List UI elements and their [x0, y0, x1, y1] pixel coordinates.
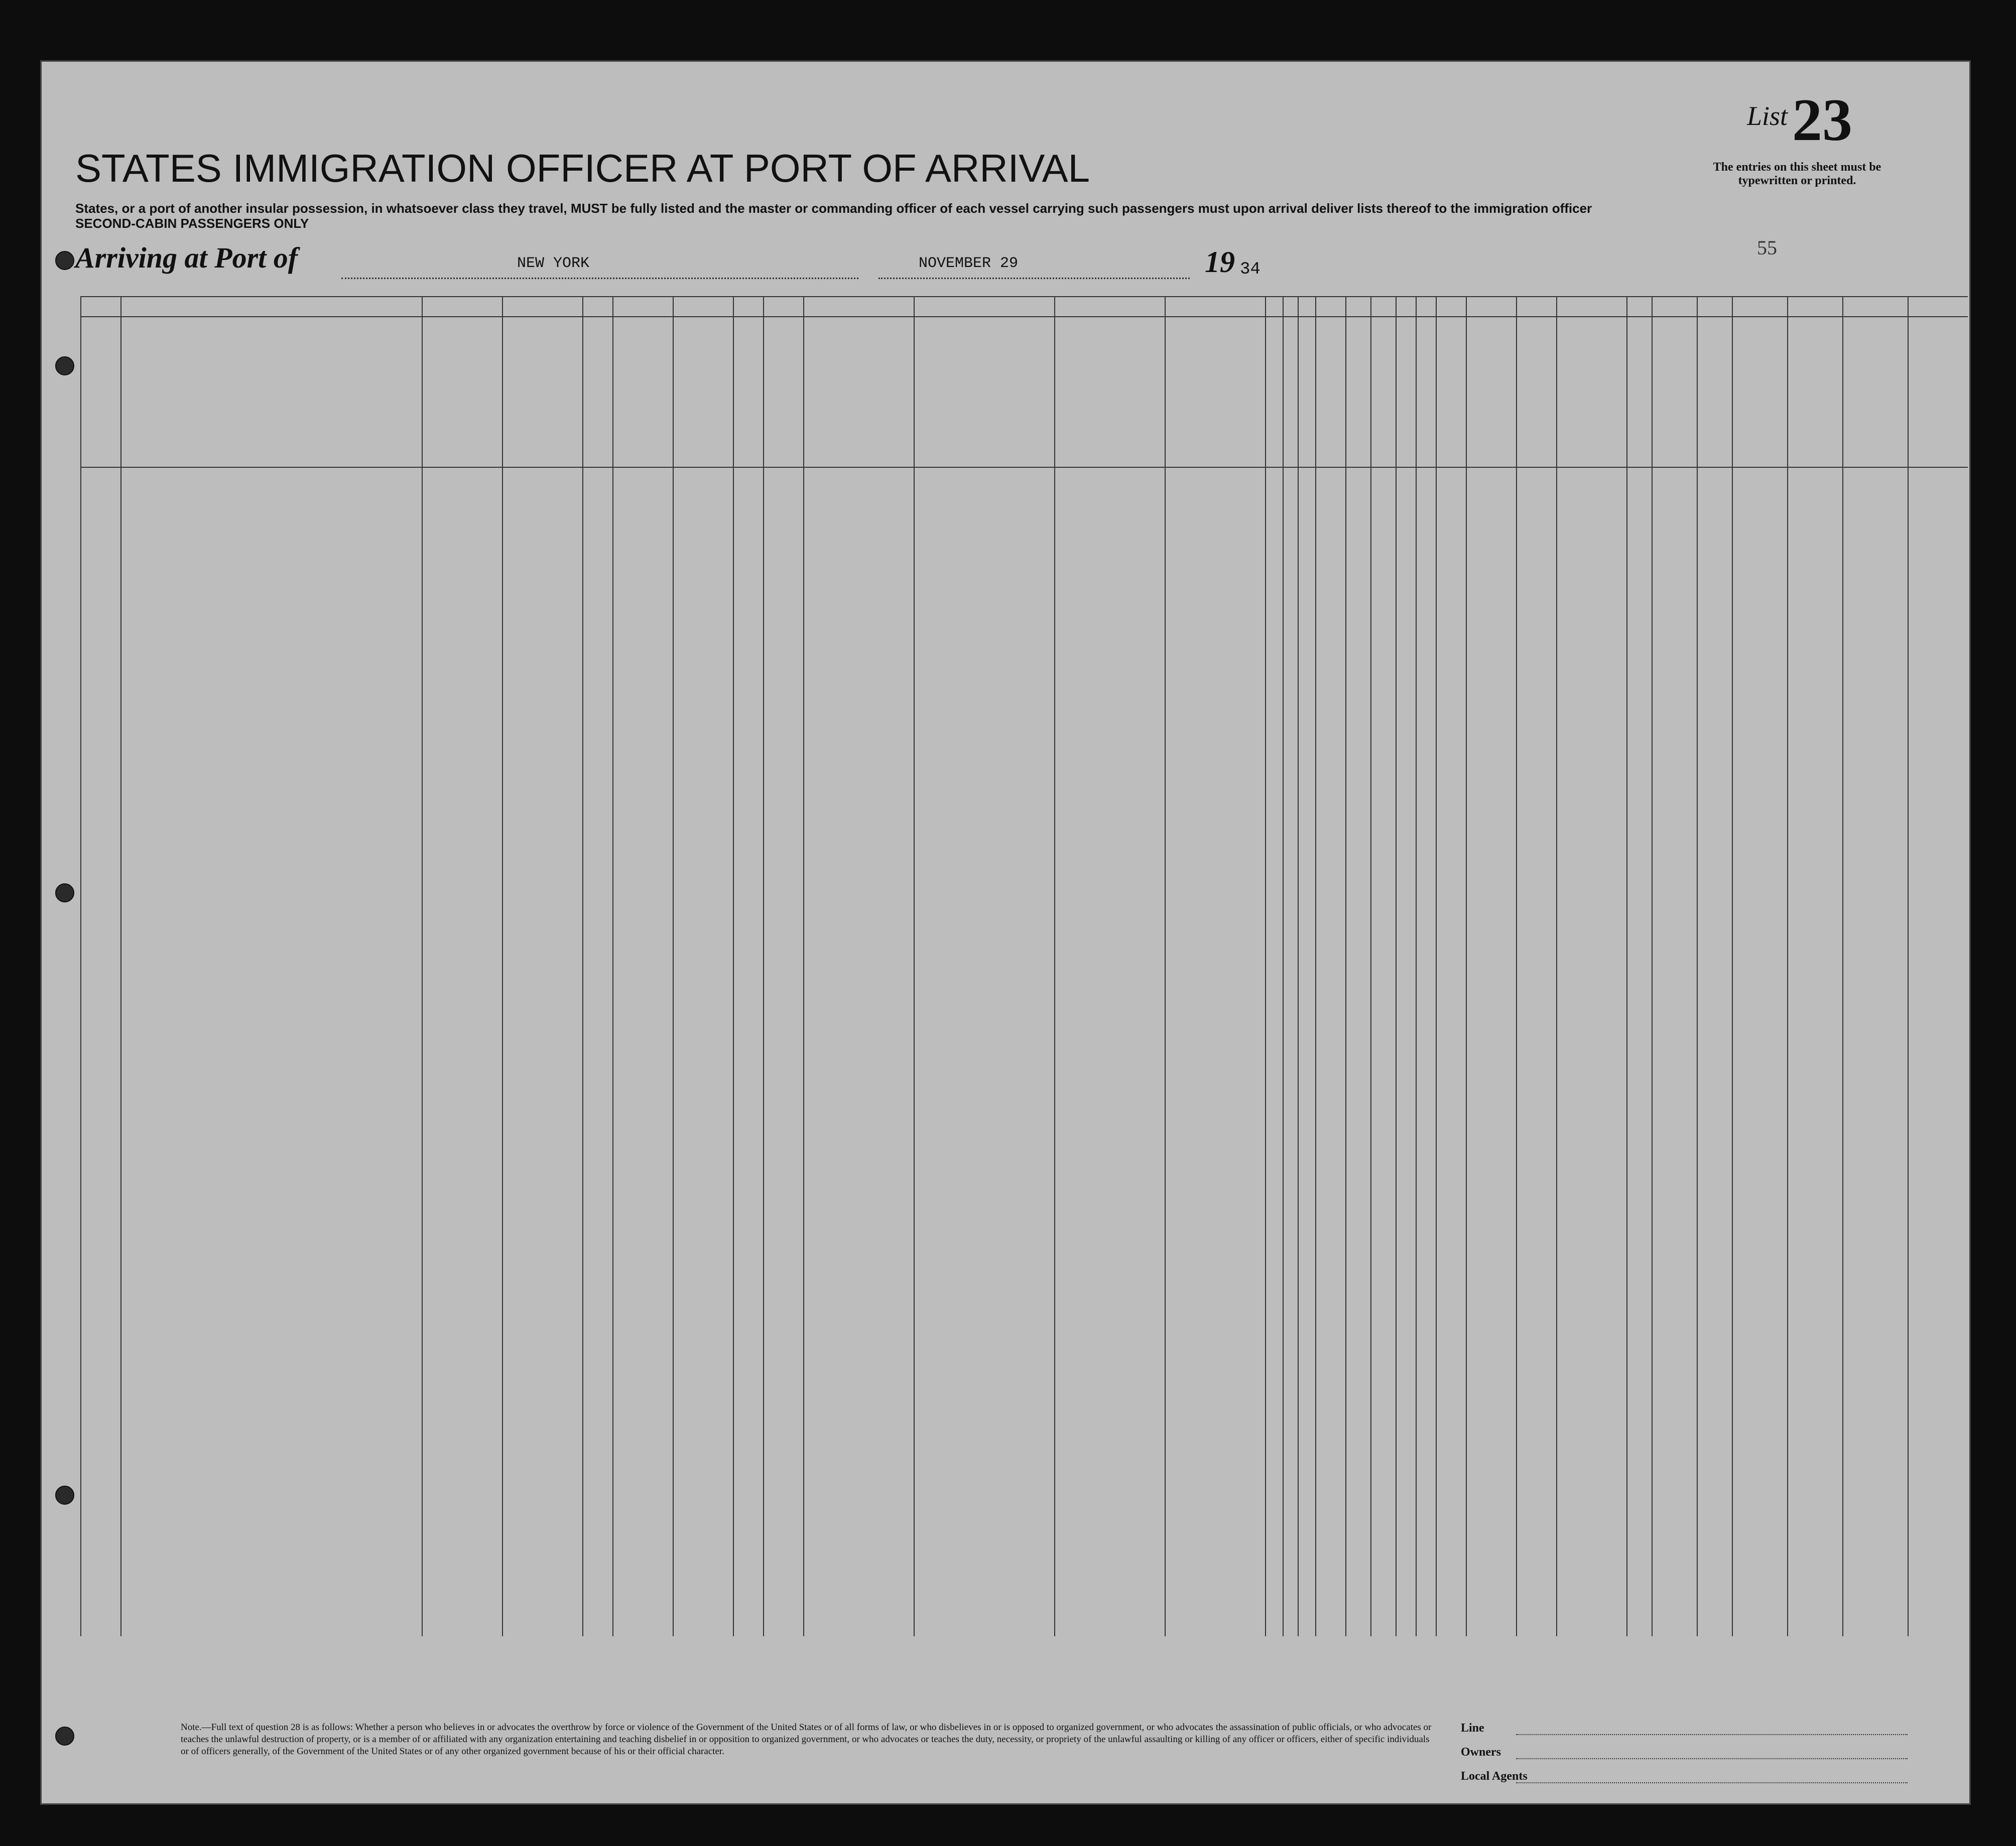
column-rule: [733, 296, 734, 1636]
law-text-line: States, or a port of another insular possession, in whatsoever class they travel, MUST be fully listed and the master or commanding officer of each vessel carrying such passengers must upon arrival deliver lists thereof to the immigration officer: [75, 201, 1592, 216]
footnote: Note.—Full text of question 28 is as follows: Whether a person who believes in or advocates the overthrow by force or violence of the Government of the United States or of all forms of law, or who disbelieves in or is opposed to organized government, or who advocates the assassination of public officials, or who advocates or teaches the unlawful destruction of property, or is a member of or affiliated with any organization entertaining and teaching disbelief in or opposition to organized government, or who advocates or teaches the duty, necessity, or propriety of the unlawful assaulting or killing of any officer or officers, either of specific individuals or of officers generally, of the Government of the United States or of any other organized government because of his or their official character.: [181, 1722, 1432, 1757]
binder-hole: [55, 1727, 74, 1746]
binder-hole: [55, 1486, 74, 1505]
column-rule: [1556, 296, 1557, 1636]
agents-field: [1516, 1782, 1908, 1783]
column-rule: [120, 296, 121, 1636]
binder-hole: [55, 883, 74, 902]
column-rule: [1054, 296, 1055, 1636]
law-text: [75, 201, 1682, 231]
column-rule: [422, 296, 423, 1636]
column-rule: [803, 296, 804, 1636]
column-rule: [1370, 296, 1371, 1636]
column-rule: [1396, 296, 1397, 1636]
column-rule: [673, 296, 674, 1636]
column-rule: [763, 296, 764, 1636]
port-value: NEW YORK: [517, 255, 590, 272]
column-rule: [1265, 296, 1266, 1636]
column-rule: [914, 296, 915, 1636]
column-rule: [1626, 296, 1627, 1636]
column-rule: [1787, 296, 1788, 1636]
column-rule: [612, 296, 613, 1636]
line-label: Line: [1461, 1722, 1484, 1735]
cabin-class: SECOND-CABIN PASSENGERS ONLY: [75, 216, 309, 231]
arriving-label: Arriving at Port of: [75, 241, 298, 274]
sheet-mark: 55: [1757, 236, 1777, 259]
owners-label: Owners: [1461, 1746, 1501, 1759]
date-value: NOVEMBER 29: [919, 255, 1019, 272]
column-rule: [1165, 296, 1166, 1636]
binder-hole: [55, 356, 74, 375]
year-prefix: 19: [1205, 245, 1235, 279]
column-rule: [1842, 296, 1843, 1636]
line-field: [1516, 1734, 1908, 1735]
binder-hole: [55, 251, 74, 270]
agents-label: Local Agents: [1461, 1770, 1528, 1783]
column-rule: [1315, 296, 1316, 1636]
list-label: List: [1747, 101, 1788, 131]
column-rule: [1908, 296, 1909, 1636]
column-rule: [1652, 296, 1653, 1636]
column-rule: [1732, 296, 1733, 1636]
date-line: [878, 278, 1190, 279]
row-rule: [80, 316, 1968, 317]
row-rule: [80, 296, 1968, 297]
column-rule: [1345, 296, 1346, 1636]
column-rule: [1436, 296, 1437, 1636]
typewritten-note: The entries on this sheet must be typewritten or printed.: [1713, 161, 1881, 187]
column-rule: [1298, 296, 1299, 1636]
year-suffix: 34: [1240, 260, 1261, 279]
column-rule: [502, 296, 503, 1636]
column-rule: [582, 296, 583, 1636]
column-rule: [1466, 296, 1467, 1636]
column-rule: [1283, 296, 1284, 1636]
column-rule: [1416, 296, 1417, 1636]
port-line: [341, 278, 858, 279]
column-rule: [80, 296, 81, 1636]
manifest-table: [80, 296, 1968, 1636]
column-rule: [1697, 296, 1698, 1636]
column-rule: [1516, 296, 1517, 1636]
list-number: 23: [1792, 86, 1852, 153]
page-title: STATES IMMIGRATION OFFICER AT PORT OF ARRIVAL: [75, 146, 1090, 190]
row-rule: [80, 467, 1968, 468]
owners-field: [1516, 1758, 1908, 1759]
